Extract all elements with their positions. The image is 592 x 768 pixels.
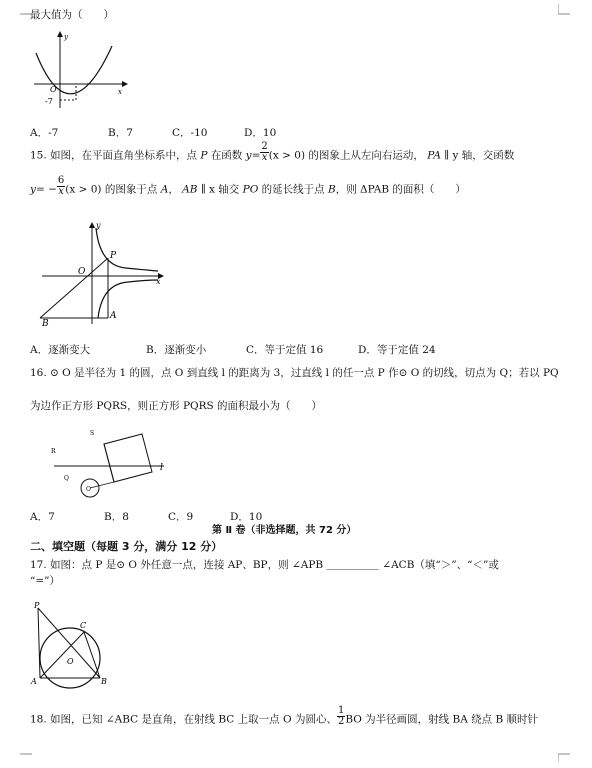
q16-option-c[interactable]: C．9	[168, 511, 194, 523]
q15-parallel: ∥	[444, 149, 450, 162]
q15-cond: (x > 0)	[268, 149, 306, 162]
q16-square-figure	[48, 424, 172, 502]
q15-option-a[interactable]: A．逐渐变大	[30, 344, 91, 356]
q18-text-b: BO 为半径画圆，射线 BA 绕点 B 顺时针	[345, 713, 539, 726]
q14-fig-x: x	[118, 88, 122, 96]
q14-fig-o: O	[50, 85, 57, 94]
q15-fig-b: B	[42, 319, 49, 328]
q15-point-p: P	[200, 149, 208, 162]
q15-eq: =	[251, 149, 261, 162]
q14-text-tail: 最大值为（ ）	[30, 9, 114, 21]
q15-parallel-2: ∥	[200, 183, 206, 196]
q17-fig-p: P	[34, 601, 40, 610]
q15-point-a: A	[160, 183, 169, 196]
q15-frac2-num: 6	[57, 175, 65, 186]
q16-option-b[interactable]: B．8	[104, 511, 129, 523]
q15-line2-a: 的图象于点	[104, 183, 158, 196]
q15-fraction-6x	[57, 176, 65, 197]
crop-mark-top-right	[558, 4, 570, 16]
q15-func2-y: y	[30, 183, 36, 196]
q15-line1-b: 在函数	[210, 149, 243, 162]
q16-option-d[interactable]: D．10	[230, 511, 263, 523]
q15-option-b[interactable]: B．逐渐变小	[146, 344, 207, 356]
q15-line2-e: ，则 ΔPAB 的面积（ ）	[335, 183, 466, 196]
q15-frac-den: x	[261, 152, 268, 163]
q15-fig-x: x	[156, 277, 161, 286]
section-2-title: 第 Ⅱ 卷（非选择题，共 72 分）	[212, 525, 357, 536]
crop-mark-bottom-right	[558, 750, 570, 762]
q15-hyperbola-figure	[36, 218, 168, 328]
q15-option-c[interactable]: C．等于定值 16	[246, 344, 324, 356]
q15-line2-d: 的延长线于点	[261, 183, 325, 196]
q14-option-c[interactable]: C．-10	[172, 127, 208, 139]
q15-fraction-2x	[260, 142, 268, 163]
q17-line2: “=”）	[30, 575, 61, 587]
q14-option-a[interactable]: A．-7	[30, 127, 59, 139]
q15-frac-num: 2	[261, 141, 268, 152]
q16-line1: 16. ⊙ O 是半径为 1 的圆，点 O 到直线 l 的距离为 3，过直线 l 的任一点 P 作⊙ O 的切线，切点为 Q；若以 PQ	[30, 367, 559, 379]
q16-fig-o: O	[86, 486, 91, 493]
q16-fig-s: S	[90, 430, 95, 437]
q17-circle-figure	[30, 598, 116, 690]
q14-option-d[interactable]: D．10	[244, 127, 277, 139]
q17-fig-c: C	[80, 621, 87, 630]
q15-point-b: B	[328, 183, 336, 196]
q17-line1: 17. 如图：点 P 是⊙ O 外任意一点，连接 AP、BP，则 ∠APB ＿＿＿＿＿ ∠ACB（填“＞”、“＜”或	[30, 559, 499, 571]
q17-fig-o: O	[67, 657, 74, 666]
q15-po: PO	[242, 183, 259, 196]
q17-fig-b: B	[101, 677, 107, 686]
q15-frac2-den: x	[58, 186, 64, 197]
q15-func-y: y	[245, 149, 252, 162]
q15-fig-a: A	[110, 311, 117, 321]
q15-line1-c: 的图象上从左向右运动，	[308, 149, 424, 162]
q15-ab: AB	[182, 183, 198, 196]
q15-line2-b: ，	[168, 183, 179, 196]
q14-fig-y: y	[64, 33, 68, 41]
q15-option-d[interactable]: D．等于定值 24	[358, 344, 436, 356]
q15-fig-p: P	[110, 251, 117, 261]
q16-fig-r: R	[51, 448, 56, 455]
q18-frac-den: 2	[337, 716, 345, 727]
q15-line2	[30, 175, 466, 197]
q15-line1-a: 15. 如图，在平面直角坐标系中，点	[30, 149, 198, 162]
q15-fig-o: O	[78, 267, 86, 277]
fill-blank-section-title: 二、填空题（每题 3 分，满分 12 分）	[30, 540, 223, 553]
q15-line1-d: y 轴，交函数	[452, 149, 515, 162]
q18-frac-num: 1	[337, 705, 345, 716]
q18-text-a: 18. 如图，已知 ∠ABC 是直角，在射线 BC 上取一点 O 为圆心、	[30, 713, 337, 726]
q16-fig-l: l	[160, 463, 163, 473]
q15-line1	[30, 141, 515, 163]
q16-line2: 为边作正方形 PQRS，则正方形 PQRS 的面积最小为（ ）	[30, 400, 323, 412]
q15-func2-cond: (x > 0)	[65, 183, 102, 196]
q15-func2-eq: = −	[35, 183, 57, 196]
q14-parabola-figure	[30, 28, 130, 110]
crop-mark-bottom-left	[20, 750, 32, 762]
q14-option-b[interactable]: B．7	[108, 127, 133, 139]
q14-fig-neg7: -7	[45, 97, 53, 106]
q16-fig-q: Q	[64, 475, 69, 482]
q18-line1	[30, 705, 539, 727]
q17-fig-a: A	[31, 677, 37, 686]
q15-pa: PA	[427, 149, 441, 162]
q15-line2-c: x 轴交	[209, 183, 240, 196]
q16-option-a[interactable]: A．7	[30, 511, 55, 523]
q15-fig-y: y	[96, 221, 101, 230]
